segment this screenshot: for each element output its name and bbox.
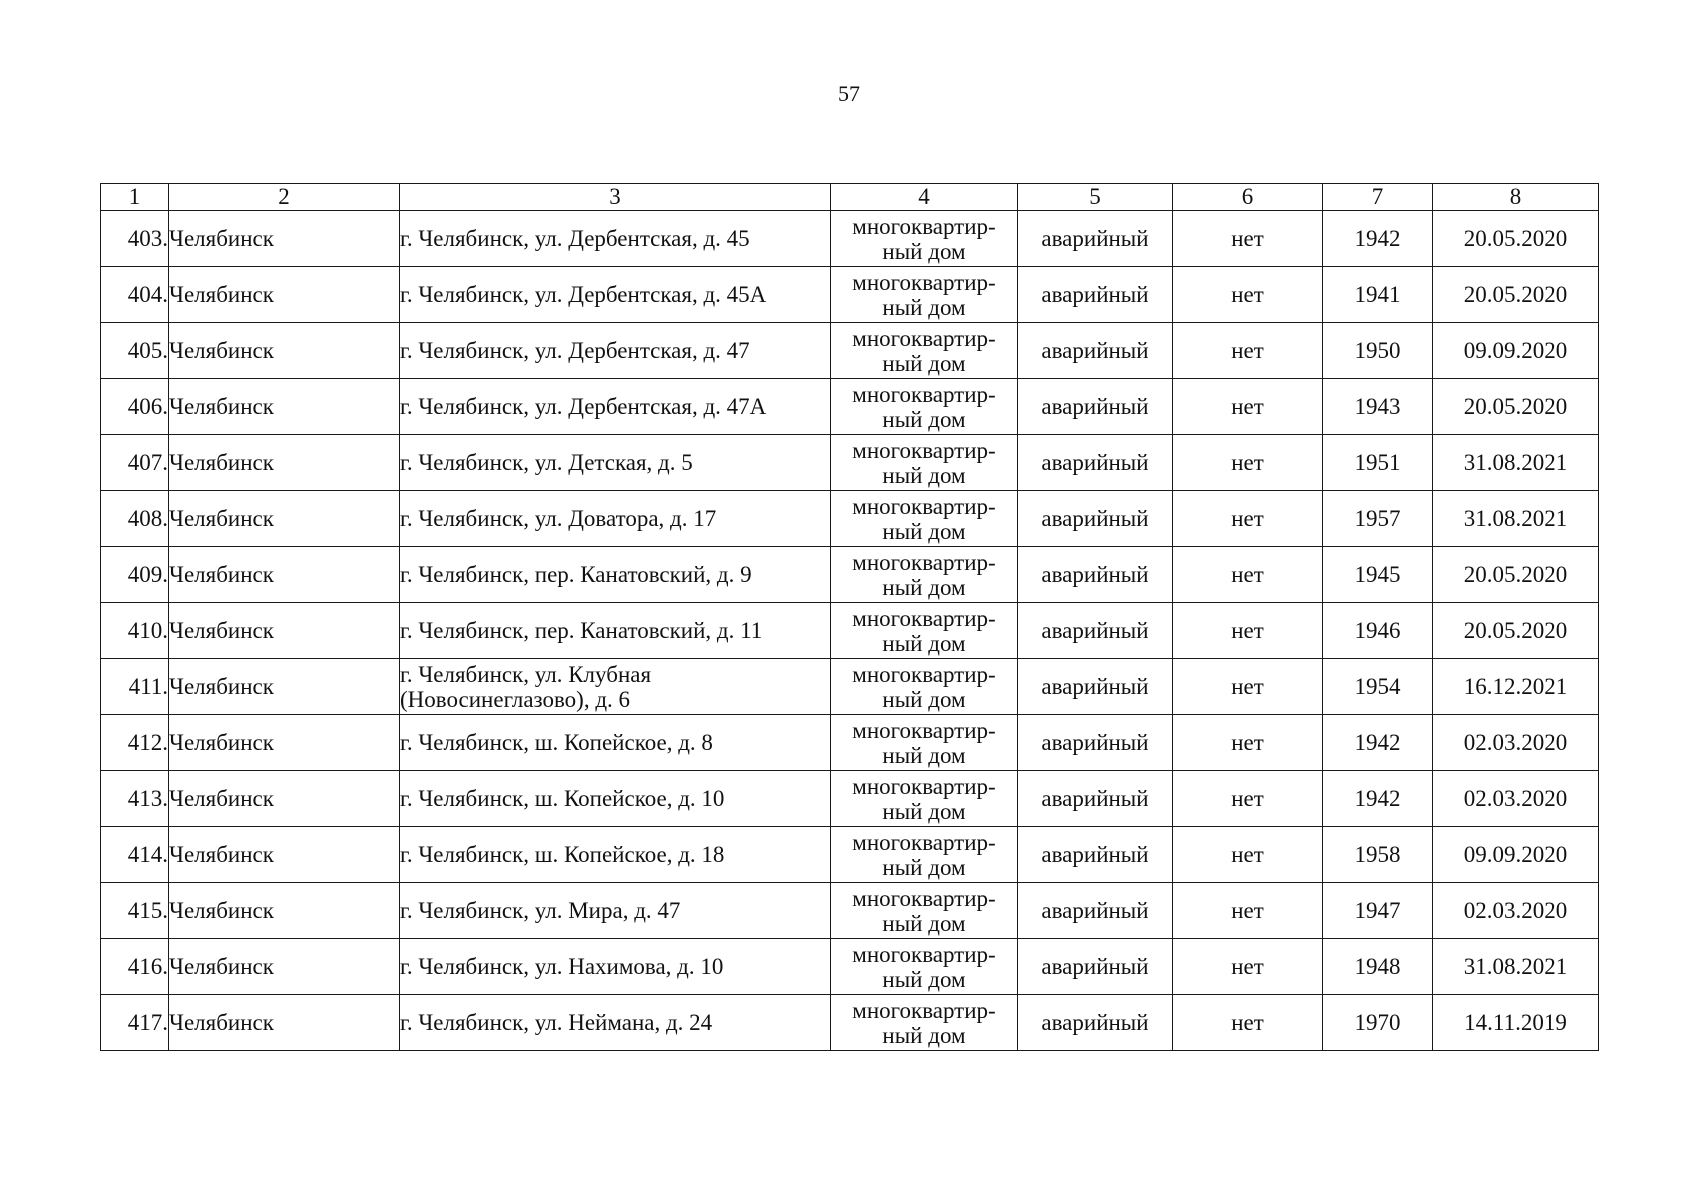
table-row: [101, 267, 1599, 323]
row-address: г. Челябинск, ул. Мира, д. 47: [400, 883, 831, 939]
building-type-line-1: многоквартир-: [852, 941, 996, 967]
building-type-line-1: многоквартир-: [852, 549, 996, 575]
row-city: Челябинск: [169, 995, 400, 1051]
row-city: Челябинск: [169, 267, 400, 323]
row-number: 415.: [101, 883, 169, 939]
row-condition: аварийный: [1018, 715, 1173, 771]
row-condition: аварийный: [1018, 771, 1173, 827]
row-building-type: [831, 435, 1018, 491]
row-city: Челябинск: [169, 883, 400, 939]
row-number: 407.: [101, 435, 169, 491]
row-address: г. Челябинск, пер. Канатовский, д. 9: [400, 547, 831, 603]
row-city: Челябинск: [169, 379, 400, 435]
row-city: Челябинск: [169, 323, 400, 379]
building-type-line-2: ный дом: [882, 294, 966, 320]
building-type-line-2: ный дом: [882, 966, 966, 992]
table-row: [101, 547, 1599, 603]
row-building-type: [831, 995, 1018, 1051]
row-flag: нет: [1173, 491, 1323, 547]
row-address: г. Челябинск, ул. Доватора, д. 17: [400, 491, 831, 547]
building-type-line-2: ный дом: [882, 406, 966, 432]
row-address: г. Челябинск, ул. Клубная (Новосинеглазово), д. 6: [400, 659, 831, 715]
row-year: 1951: [1323, 435, 1433, 491]
building-type-line-1: многоквартир-: [852, 437, 996, 463]
row-number: 412.: [101, 715, 169, 771]
row-date: 14.11.2019: [1433, 995, 1599, 1051]
row-address: г. Челябинск, ул. Дербентская, д. 47А: [400, 379, 831, 435]
building-type-line-2: ный дом: [882, 518, 966, 544]
header-row: [101, 184, 1599, 211]
table-row: [101, 827, 1599, 883]
row-date: 20.05.2020: [1433, 547, 1599, 603]
row-year: 1958: [1323, 827, 1433, 883]
table-row: [101, 771, 1599, 827]
header-col-6: 6: [1173, 184, 1323, 211]
row-building-type: [831, 827, 1018, 883]
building-type-line-1: многоквартир-: [852, 885, 996, 911]
row-address: г. Челябинск, ш. Копейское, д. 18: [400, 827, 831, 883]
building-type-line-2: ный дом: [882, 350, 966, 376]
building-type-line-2: ный дом: [882, 1022, 966, 1048]
row-flag: нет: [1173, 435, 1323, 491]
row-flag: нет: [1173, 771, 1323, 827]
row-condition: аварийный: [1018, 659, 1173, 715]
row-date: 31.08.2021: [1433, 939, 1599, 995]
building-type-line-2: ный дом: [882, 630, 966, 656]
table-row: [101, 491, 1599, 547]
row-year: 1942: [1323, 715, 1433, 771]
table-row: [101, 939, 1599, 995]
row-building-type: [831, 603, 1018, 659]
row-flag: нет: [1173, 547, 1323, 603]
page-number: 57: [838, 81, 860, 106]
row-condition: аварийный: [1018, 547, 1173, 603]
row-date: 31.08.2021: [1433, 491, 1599, 547]
row-building-type: [831, 659, 1018, 715]
table-row: [101, 883, 1599, 939]
row-year: 1943: [1323, 379, 1433, 435]
row-condition: аварийный: [1018, 267, 1173, 323]
row-address: г. Челябинск, ул. Нахимова, д. 10: [400, 939, 831, 995]
building-type-line-1: многоквартир-: [852, 493, 996, 519]
row-number: 413.: [101, 771, 169, 827]
row-year: 1946: [1323, 603, 1433, 659]
building-type-line-1: многоквартир-: [852, 269, 996, 295]
building-type-line-1: многоквартир-: [852, 661, 996, 687]
row-year: 1950: [1323, 323, 1433, 379]
building-type-line-1: многоквартир-: [852, 717, 996, 743]
building-type-line-2: ный дом: [882, 686, 966, 712]
row-condition: аварийный: [1018, 603, 1173, 659]
row-date: 20.05.2020: [1433, 267, 1599, 323]
row-date: 16.12.2021: [1433, 659, 1599, 715]
row-number: 417.: [101, 995, 169, 1051]
row-city: Челябинск: [169, 659, 400, 715]
row-condition: аварийный: [1018, 491, 1173, 547]
housing-registry-table: [100, 183, 1599, 1051]
row-condition: аварийный: [1018, 883, 1173, 939]
table-row: [101, 995, 1599, 1051]
row-address: г. Челябинск, ш. Копейское, д. 8: [400, 715, 831, 771]
row-address: г. Челябинск, ул. Дербентская, д. 45: [400, 211, 831, 267]
row-number: 416.: [101, 939, 169, 995]
row-city: Челябинск: [169, 547, 400, 603]
row-building-type: [831, 939, 1018, 995]
row-flag: нет: [1173, 267, 1323, 323]
building-type-line-2: ный дом: [882, 462, 966, 488]
row-condition: аварийный: [1018, 939, 1173, 995]
building-type-line-2: ный дом: [882, 910, 966, 936]
row-building-type: [831, 547, 1018, 603]
row-city: Челябинск: [169, 491, 400, 547]
row-condition: аварийный: [1018, 379, 1173, 435]
header-col-2: 2: [169, 184, 400, 211]
row-flag: нет: [1173, 715, 1323, 771]
row-city: Челябинск: [169, 435, 400, 491]
row-date: 02.03.2020: [1433, 883, 1599, 939]
building-type-line-1: многоквартир-: [852, 213, 996, 239]
row-flag: нет: [1173, 211, 1323, 267]
table-row: [101, 603, 1599, 659]
building-type-line-1: многоквартир-: [852, 381, 996, 407]
building-type-line-1: многоквартир-: [852, 773, 996, 799]
header-col-4: 4: [831, 184, 1018, 211]
table-row: [101, 211, 1599, 267]
row-year: 1954: [1323, 659, 1433, 715]
row-city: Челябинск: [169, 211, 400, 267]
row-date: 20.05.2020: [1433, 603, 1599, 659]
building-type-line-2: ный дом: [882, 742, 966, 768]
row-condition: аварийный: [1018, 323, 1173, 379]
row-flag: нет: [1173, 603, 1323, 659]
building-type-line-2: ный дом: [882, 854, 966, 880]
header-col-1: 1: [101, 184, 169, 211]
row-flag: нет: [1173, 323, 1323, 379]
row-number: 403.: [101, 211, 169, 267]
row-number: 404.: [101, 267, 169, 323]
table-row: [101, 323, 1599, 379]
row-flag: нет: [1173, 379, 1323, 435]
row-city: Челябинск: [169, 603, 400, 659]
header-col-5: 5: [1018, 184, 1173, 211]
row-number: 406.: [101, 379, 169, 435]
row-condition: аварийный: [1018, 827, 1173, 883]
row-building-type: [831, 211, 1018, 267]
row-city: Челябинск: [169, 827, 400, 883]
row-address: г. Челябинск, ул. Неймана, д. 24: [400, 995, 831, 1051]
row-number: 408.: [101, 491, 169, 547]
row-flag: нет: [1173, 659, 1323, 715]
row-number: 409.: [101, 547, 169, 603]
row-building-type: [831, 323, 1018, 379]
row-date: 20.05.2020: [1433, 379, 1599, 435]
row-flag: нет: [1173, 995, 1323, 1051]
header-col-3: 3: [400, 184, 831, 211]
row-year: 1957: [1323, 491, 1433, 547]
row-date: 09.09.2020: [1433, 323, 1599, 379]
row-year: 1948: [1323, 939, 1433, 995]
row-building-type: [831, 771, 1018, 827]
header-col-7: 7: [1323, 184, 1433, 211]
row-date: 20.05.2020: [1433, 211, 1599, 267]
table-row: [101, 715, 1599, 771]
row-building-type: [831, 491, 1018, 547]
row-year: 1947: [1323, 883, 1433, 939]
table-row: [101, 379, 1599, 435]
building-type-line-1: многоквартир-: [852, 605, 996, 631]
row-year: 1941: [1323, 267, 1433, 323]
row-number: 410.: [101, 603, 169, 659]
row-condition: аварийный: [1018, 995, 1173, 1051]
row-address: г. Челябинск, ш. Копейское, д. 10: [400, 771, 831, 827]
row-date: 31.08.2021: [1433, 435, 1599, 491]
header-col-8: 8: [1433, 184, 1599, 211]
row-date: 09.09.2020: [1433, 827, 1599, 883]
row-year: 1945: [1323, 547, 1433, 603]
table-row: [101, 659, 1599, 715]
row-number: 411.: [101, 659, 169, 715]
row-city: Челябинск: [169, 715, 400, 771]
row-condition: аварийный: [1018, 435, 1173, 491]
row-address: г. Челябинск, ул. Дербентская, д. 47: [400, 323, 831, 379]
building-type-line-2: ный дом: [882, 574, 966, 600]
row-address: г. Челябинск, ул. Дербентская, д. 45А: [400, 267, 831, 323]
row-flag: нет: [1173, 827, 1323, 883]
row-condition: аварийный: [1018, 211, 1173, 267]
row-address: г. Челябинск, ул. Детская, д. 5: [400, 435, 831, 491]
row-date: 02.03.2020: [1433, 771, 1599, 827]
building-type-line-1: многоквартир-: [852, 829, 996, 855]
row-city: Челябинск: [169, 771, 400, 827]
building-type-line-1: многоквартир-: [852, 997, 996, 1023]
row-flag: нет: [1173, 939, 1323, 995]
row-building-type: [831, 379, 1018, 435]
row-number: 405.: [101, 323, 169, 379]
row-year: 1942: [1323, 771, 1433, 827]
row-number: 414.: [101, 827, 169, 883]
building-type-line-1: многоквартир-: [852, 325, 996, 351]
row-building-type: [831, 267, 1018, 323]
row-city: Челябинск: [169, 939, 400, 995]
row-building-type: [831, 883, 1018, 939]
building-type-line-2: ный дом: [882, 798, 966, 824]
row-address: г. Челябинск, пер. Канатовский, д. 11: [400, 603, 831, 659]
row-year: 1942: [1323, 211, 1433, 267]
row-building-type: [831, 715, 1018, 771]
row-flag: нет: [1173, 883, 1323, 939]
table-row: [101, 435, 1599, 491]
building-type-line-2: ный дом: [882, 238, 966, 264]
row-year: 1970: [1323, 995, 1433, 1051]
row-date: 02.03.2020: [1433, 715, 1599, 771]
